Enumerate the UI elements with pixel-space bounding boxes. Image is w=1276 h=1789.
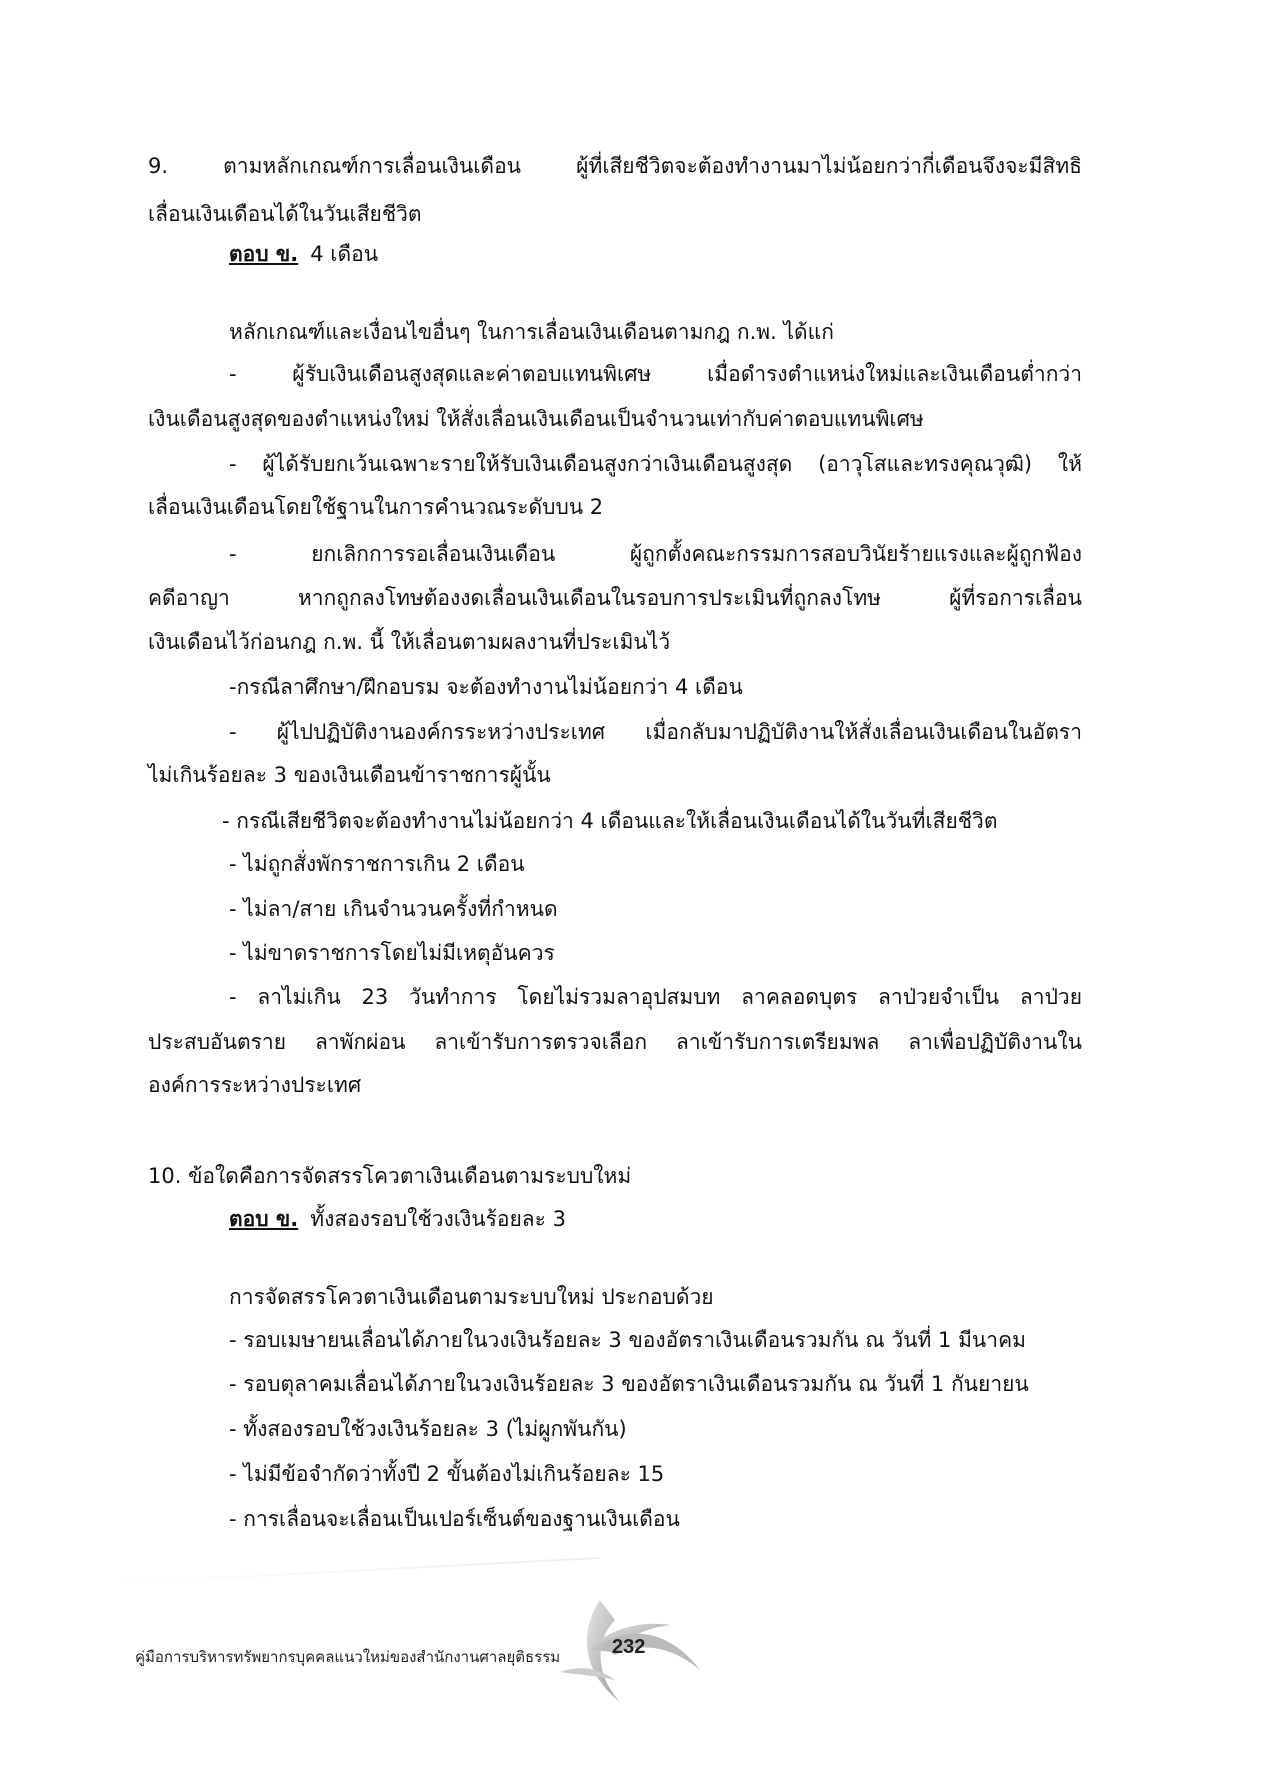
footer-divider [100, 1557, 599, 1585]
criteria-line: - ไม่ขาดราชการโดยไม่มีเหตุอันควร [229, 941, 555, 965]
answer-10 [229, 1204, 1082, 1234]
page-number: 232 [612, 1636, 646, 1658]
answer-label: ตอบ ข. [229, 1207, 299, 1231]
swirl-logo-icon [560, 1590, 750, 1710]
criteria-line: เงินเดือนสูงสุดของตำแหน่งใหม่ ให้สั่งเลื่อนเงินเดือนเป็นจำนวนเท่ากับค่าตอบแทนพิเศษ [148, 407, 924, 431]
criteria-line: เลื่อนเงินเดือนโดยใช้ฐานในการคำนวณระดับบน 2 [148, 495, 604, 519]
quota-line: - ทั้งสองรอบใช้วงเงินร้อยละ 3 (ไม่ผูกพันกัน) [229, 1417, 627, 1441]
answer-text: ทั้งสองรอบใช้วงเงินร้อยละ 3 [310, 1207, 566, 1231]
criteria-line: - ไม่ถูกสั่งพักราชการเกิน 2 เดือน [229, 852, 525, 876]
criteria-line: ไม่เกินร้อยละ 3 ของเงินเดือนข้าราชการผู้นั้น [148, 763, 551, 787]
criteria-line: -กรณีลาศึกษา/ฝึกอบรม จะต้องทำงานไม่น้อยกว่า 4 เดือน [229, 675, 743, 699]
criteria-line: - ไม่ลา/สาย เกินจำนวนครั้งที่กำหนด [229, 897, 558, 921]
criteria-line: ประสบอันตราย ลาพักผ่อน ลาเข้ารับการตรวจเลือก ลาเข้ารับการเตรียมพล ลาเพื่อปฏิบัติงานใน [148, 1030, 1082, 1054]
criteria-line: - ผู้ได้รับยกเว้นเฉพาะรายให้รับเงินเดือนสูงกว่าเงินเดือนสูงสุด (อาวุโสและทรงคุณวุฒิ) ให้ [229, 452, 1082, 476]
criteria-line: องค์การระหว่างประเทศ [148, 1073, 362, 1097]
quota-line: - รอบเมษายนเลื่อนได้ภายในวงเงินร้อยละ 3 ของอัตราเงินเดือนรวมกัน ณ วันที่ 1 มีนาคม [229, 1328, 1026, 1352]
question-10-text: 10. ข้อใดคือการจัดสรรโควตาเงินเดือนตามระบบใหม่ [148, 1164, 632, 1188]
criteria-intro: หลักเกณฑ์และเงื่อนไขอื่นๆ ในการเลื่อนเงินเดือนตามกฎ ก.พ. ได้แก่ [229, 320, 834, 344]
criteria-line: เงินเดือนไว้ก่อนกฎ ก.พ. นี้ ให้เลื่อนตามผลงานที่ประเมินไว้ [148, 630, 671, 654]
question-9-text-cont: เลื่อนเงินเดือนได้ในวันเสียชีวิต [148, 202, 422, 226]
criteria-line: - ลาไม่เกิน 23 วันทำการ โดยไม่รวมลาอุปสมบท ลาคลอดบุตร ลาป่วยจำเป็น ลาป่วย [229, 985, 1082, 1009]
answer-9 [229, 239, 1082, 269]
quota-line: - การเลื่อนจะเลื่อนเป็นเปอร์เซ็นต์ของฐานเงินเดือน [229, 1507, 680, 1531]
criteria-line: - ผู้รับเงินเดือนสูงสุดและค่าตอบแทนพิเศษ เมื่อดำรงตำแหน่งใหม่และเงินเดือนต่ำกว่า [229, 362, 1082, 386]
answer-label: ตอบ ข. [229, 242, 299, 266]
answer-text: 4 เดือน [310, 242, 379, 266]
question-9-text: 9. ตามหลักเกณฑ์การเลื่อนเงินเดือน ผู้ที่เสียชีวิตจะต้องทำงานมาไม่น้อยกว่ากี่เดือนจึงจะมีสิทธิ [148, 154, 1082, 178]
criteria-line: - ผู้ไปปฏิบัติงานองค์กรระหว่างประเทศ เมื่อกลับมาปฏิบัติงานให้สั่งเลื่อนเงินเดือนในอัตรา [229, 720, 1082, 744]
quota-intro: การจัดสรรโควตาเงินเดือนตามระบบใหม่ ประกอบด้วย [229, 1285, 714, 1309]
quota-line: - รอบตุลาคมเลื่อนได้ภายในวงเงินร้อยละ 3 ของอัตราเงินเดือนรวมกัน ณ วันที่ 1 กันยายน [229, 1372, 1029, 1396]
criteria-line: - ยกเลิกการรอเลื่อนเงินเดือน ผู้ถูกตั้งคณะกรรมการสอบวินัยร้ายแรงและผู้ถูกฟ้อง [229, 542, 1082, 566]
quota-line: - ไม่มีข้อจำกัดว่าทั้งปี 2 ขั้นต้องไม่เกินร้อยละ 15 [229, 1462, 665, 1486]
criteria-line: คดีอาญา หากถูกลงโทษต้องงดเลื่อนเงินเดือนในรอบการประเมินที่ถูกลงโทษ ผู้ที่รอการเลื่อน [148, 586, 1082, 610]
criteria-line: - กรณีเสียชีวิตจะต้องทำงานไม่น้อยกว่า 4 เดือนและให้เลื่อนเงินเดือนได้ในวันที่เสียชีวิต [222, 809, 998, 833]
footer-title: คู่มือการบริหารทรัพยากรบุคคลแนวใหม่ของสำนักงานศาลยุติธรรม [135, 1650, 561, 1666]
